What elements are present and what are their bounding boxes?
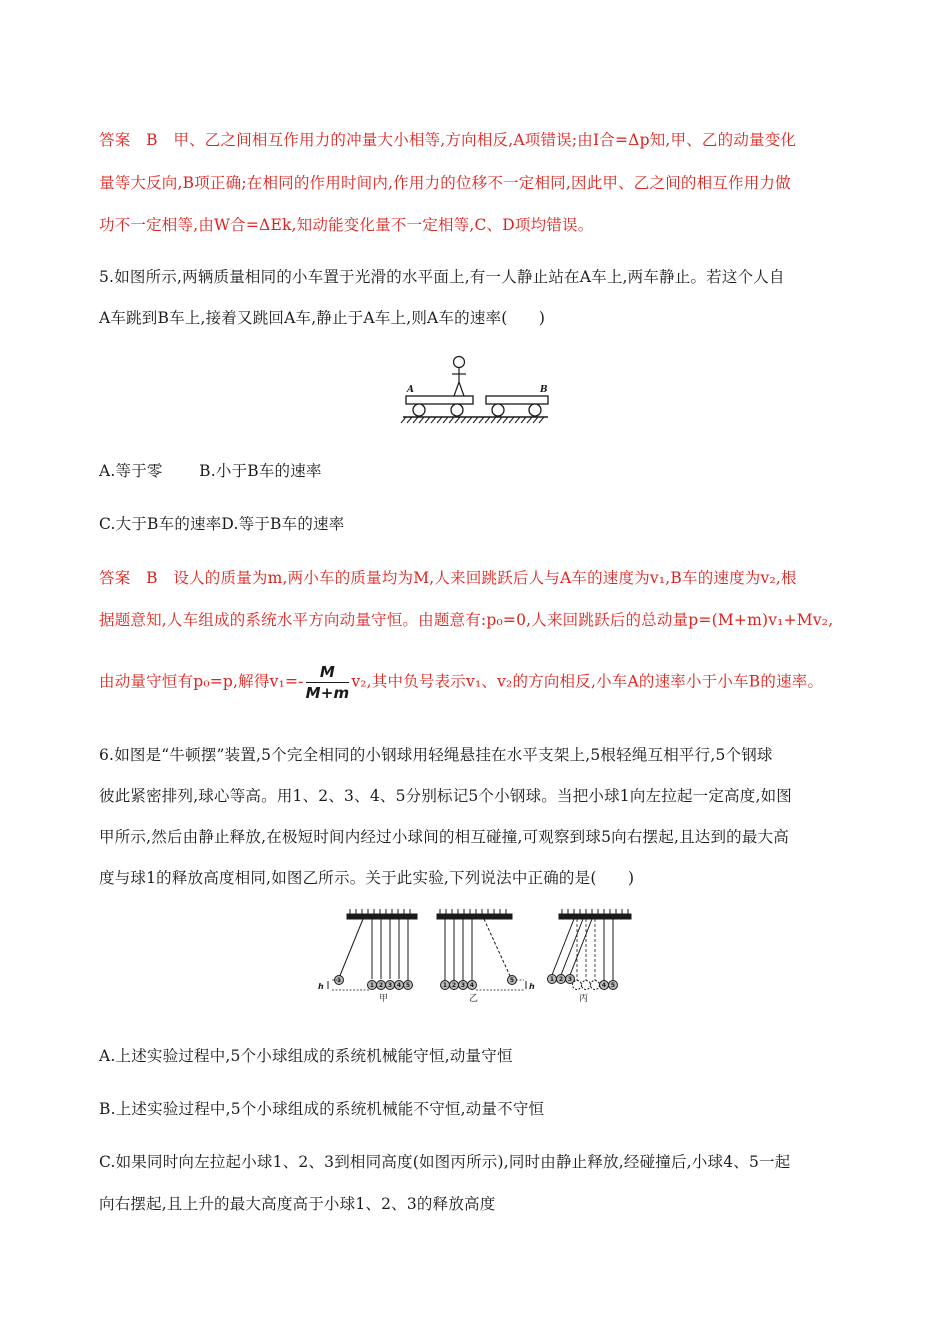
label-yi: 乙 (469, 994, 479, 1004)
question5-line2: A车跳到B车上,接着又跳回A车,静止于A车上,则A车的速率( ) (99, 309, 546, 327)
newton-cradle-figure (312, 905, 642, 1007)
cradle-yi (437, 909, 535, 1004)
label-jia: 甲 (379, 994, 389, 1004)
fraction-denominator: M+m (305, 684, 350, 702)
height-h-yi: h (529, 982, 535, 991)
question5-options-ab: A.等于零 B.小于B车的速率 (99, 462, 322, 480)
fraction-numerator: M (306, 662, 350, 683)
ball-5-bing: 5 (610, 982, 616, 989)
ball-5: 5 (405, 982, 411, 989)
question6-line2: 彼此紧密排列,球心等高。用1、2、3、4、5分别标记5个小钢球。当把小球1向左拉起一定高度,如图 (99, 787, 792, 805)
cart-b-label: B (540, 385, 548, 395)
ball-4-yi: 4 (469, 982, 475, 989)
mass-fraction (306, 662, 350, 703)
ball-2-yi: 2 (451, 982, 457, 989)
cart-figure (398, 350, 558, 425)
label-bing: 丙 (579, 994, 589, 1004)
answer5-line3-post: v₂,其中负号表示v₁、v₂的方向相反,小车A的速率小于小车B的速率。 (351, 672, 824, 691)
cradle-bing (548, 909, 632, 1004)
cart-a (406, 396, 473, 404)
answer5-line3 (99, 662, 823, 703)
question6-option-c-line2: 向右摆起,且上升的最大高度高于小球1、2、3的释放高度 (99, 1195, 496, 1213)
question6-line1: 6.如图是“牛顿摆”装置,5个完全相同的小钢球用轻绳悬挂在水平支架上,5根轻绳互相平行,5个钢球 (99, 746, 773, 764)
ball-2: 2 (378, 982, 384, 989)
ball-4-bing: 4 (601, 982, 607, 989)
ball-2-bing: 2 (558, 976, 564, 983)
person-icon (452, 357, 466, 397)
answer5-line2: 据题意知,人车组成的系统水平方向动量守恒。由题意有:p₀=0,人来回跳跃后的总动量p=(M+m)v₁+Mv₂, (99, 611, 834, 629)
question5-options-cd: C.大于B车的速率D.等于B车的速率 (99, 515, 345, 533)
question6-line3: 甲所示,然后由静止释放,在极短时间内经过小球间的相互碰撞,可观察到球5向右摆起,且达到的最大高 (99, 828, 789, 846)
question6-option-a: A.上述实验过程中,5个小球组成的系统机械能守恒,动量守恒 (99, 1047, 513, 1065)
ball-3: 3 (387, 982, 393, 989)
answer4-line1: 答案 B 甲、乙之间相互作用力的冲量大小相等,方向相反,A项错误;由I合=Δp知,甲、乙的动量变化 (99, 131, 797, 149)
ball-3-bing: 3 (567, 976, 573, 983)
cart-b (486, 396, 548, 404)
ball-1-yi: 1 (442, 982, 448, 989)
height-h-jia: h (318, 982, 324, 991)
ball-4: 4 (396, 982, 402, 989)
cradle-jia (318, 909, 417, 1004)
answer5-line1: 答案 B 设人的质量为m,两小车的质量均为M,人来回跳跃后人与A车的速度为v₁,B车的速度为v₂,根 (99, 569, 797, 587)
answer4-line3: 功不一定相等,由W合=ΔEk,知动能变化量不一定相等,C、D项均错误。 (99, 216, 594, 234)
question5-line1: 5.如图所示,两辆质量相同的小车置于光滑的水平面上,有一人静止站在A车上,两车静止。若这个人自 (99, 268, 785, 286)
cart-a-label: A (407, 385, 414, 395)
question6-option-b: B.上述实验过程中,5个小球组成的系统机械能不守恒,动量不守恒 (99, 1100, 545, 1118)
ball-1: 1 (369, 982, 375, 989)
question6-line4: 度与球1的释放高度相同,如图乙所示。关于此实验,下列说法中正确的是( ) (99, 869, 635, 887)
ball-1-bing: 1 (549, 976, 555, 983)
ball-3-yi: 3 (460, 982, 466, 989)
answer5-line3-pre: 由动量守恒有p₀=p,解得v₁=- (99, 672, 304, 691)
question6-option-c-line1: C.如果同时向左拉起小球1、2、3到相同高度(如图丙所示),同时由静止释放,经碰撞后,小球4、5一起 (99, 1153, 791, 1171)
ball-1-jia: 1 (336, 977, 342, 984)
ball-5-yi: 5 (509, 977, 515, 984)
answer4-line2: 量等大反向,B项正确;在相同的作用时间内,作用力的位移不一定相同,因此甲、乙之间的相互作用力做 (99, 174, 791, 192)
